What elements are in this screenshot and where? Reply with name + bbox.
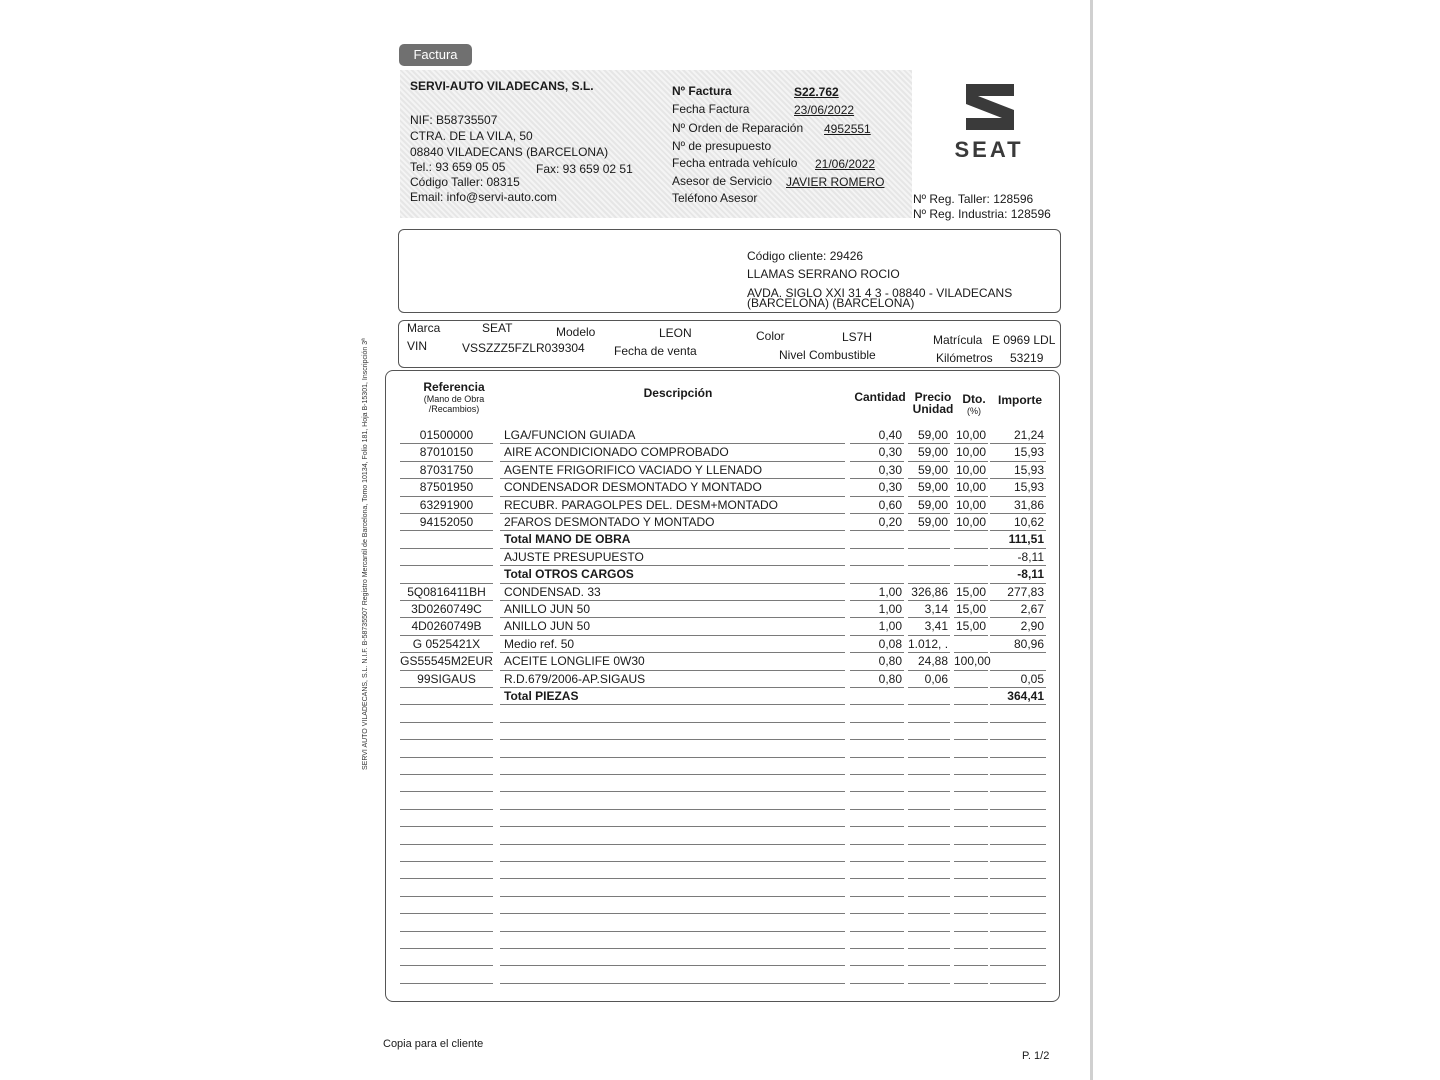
item-unit-price: 59,00 (908, 514, 950, 531)
item-discount (954, 758, 988, 775)
footer-page-number: P. 1/2 (1022, 1050, 1050, 1062)
item-reference (400, 897, 493, 914)
item-description (500, 758, 845, 775)
item-discount (954, 827, 988, 844)
header-description: Descripción (643, 386, 713, 400)
header-unit-price: Precio Unidad (912, 390, 954, 416)
item-unit-price (908, 531, 950, 548)
item-discount (954, 775, 988, 792)
item-unit-price (908, 914, 950, 931)
item-amount: 277,83 (990, 584, 1046, 601)
item-discount (954, 914, 988, 931)
item-amount (990, 653, 1046, 670)
item-quantity: 0,40 (850, 427, 904, 444)
item-description: ANILLO JUN 50 (500, 618, 845, 635)
item-description: RECUBR. PARAGOLPES DEL. DESM+MONTADO (500, 497, 845, 514)
invoice-meta-label: Nº Orden de Reparación (672, 121, 804, 135)
company-email: Email: info@servi-auto.com (410, 190, 557, 204)
item-discount: 10,00 (954, 497, 988, 514)
item-description: Total MANO DE OBRA (500, 531, 845, 548)
item-unit-price: 24,88 (908, 653, 950, 670)
table-row (398, 531, 1048, 548)
item-amount (990, 723, 1046, 740)
table-row (398, 862, 1048, 879)
table-row (398, 549, 1048, 566)
item-reference: 94152050 (400, 514, 493, 531)
table-row (398, 810, 1048, 827)
item-quantity: 0,30 (850, 479, 904, 496)
item-unit-price: 59,00 (908, 479, 950, 496)
client-address-2: (BARCELONA) (BARCELONA) (747, 296, 915, 310)
item-amount: 111,51 (990, 531, 1046, 548)
item-unit-price: 59,00 (908, 444, 950, 461)
item-description: Medio ref. 50 (500, 636, 845, 653)
document-type-tag: Factura (399, 44, 472, 66)
company-fax: Fax: 93 659 02 51 (536, 162, 633, 176)
item-unit-price (908, 723, 950, 740)
item-discount: 10,00 (954, 514, 988, 531)
item-unit-price (908, 566, 950, 583)
item-amount: 2,90 (990, 618, 1046, 635)
vin-label: VIN (407, 339, 428, 353)
table-row (398, 914, 1048, 931)
item-unit-price: 59,00 (908, 462, 950, 479)
item-reference (400, 723, 493, 740)
item-reference: 99SIGAUS (400, 671, 493, 688)
table-row (398, 758, 1048, 775)
item-unit-price: 59,00 (908, 497, 950, 514)
item-amount (990, 879, 1046, 896)
item-description (500, 705, 845, 722)
item-unit-price (908, 792, 950, 809)
item-discount (954, 932, 988, 949)
table-row (398, 514, 1048, 531)
item-unit-price (908, 966, 950, 983)
item-description: AIRE ACONDICIONADO COMPROBADO (500, 444, 845, 461)
item-unit-price (908, 897, 950, 914)
company-name: SERVI-AUTO VILADECANS, S.L. (410, 79, 594, 93)
item-unit-price (908, 862, 950, 879)
item-quantity: 0,08 (850, 636, 904, 653)
invoice-meta-label: Nº de presupuesto (672, 139, 772, 153)
item-description (500, 897, 845, 914)
item-quantity (850, 862, 904, 879)
item-quantity (850, 966, 904, 983)
item-unit-price (908, 705, 950, 722)
item-quantity (850, 705, 904, 722)
seat-logo-icon (940, 82, 1038, 162)
vin-value: VSSZZZ5FZLR039304 (462, 341, 585, 355)
item-amount (990, 775, 1046, 792)
item-amount (990, 914, 1046, 931)
item-description: LGA/FUNCION GUIADA (500, 427, 845, 444)
item-discount (954, 845, 988, 862)
table-row (398, 601, 1048, 618)
item-discount (954, 740, 988, 757)
item-description (500, 862, 845, 879)
item-description: CONDENSADOR DESMONTADO Y MONTADO (500, 479, 845, 496)
item-discount: 15,00 (954, 618, 988, 635)
item-description: R.D.679/2006-AP.SIGAUS (500, 671, 845, 688)
item-description: CONDENSAD. 33 (500, 584, 845, 601)
item-quantity (850, 879, 904, 896)
item-amount: 364,41 (990, 688, 1046, 705)
item-discount (954, 705, 988, 722)
item-quantity: 0,30 (850, 444, 904, 461)
item-reference (400, 827, 493, 844)
item-discount (954, 862, 988, 879)
item-amount (990, 966, 1046, 983)
item-unit-price (908, 845, 950, 862)
item-discount (954, 879, 988, 896)
item-quantity (850, 914, 904, 931)
item-quantity (850, 531, 904, 548)
item-discount: 100,00 (954, 653, 988, 670)
table-row (398, 618, 1048, 635)
footer-copy-label: Copia para el cliente (383, 1038, 484, 1050)
item-unit-price (908, 827, 950, 844)
header-discount: Dto. (%) (962, 392, 986, 416)
table-row (398, 845, 1048, 862)
item-quantity (850, 949, 904, 966)
item-reference (400, 879, 493, 896)
item-quantity (850, 810, 904, 827)
item-discount (954, 636, 988, 653)
item-amount (990, 932, 1046, 949)
item-amount (990, 862, 1046, 879)
item-unit-price: 1.012, . (908, 636, 950, 653)
item-reference: 3D0260749C (400, 601, 493, 618)
invoice-meta-label: Asesor de Servicio (672, 174, 773, 188)
item-discount (954, 949, 988, 966)
item-amount: -8,11 (990, 549, 1046, 566)
header-reference: Referencia (Mano de Obra /Recambios) (423, 380, 485, 414)
registry-side-text: SERVI AUTO VILADECANS, S.L. N.I.F. B-58735507 Registro Mercantil de Barcelona, Tomo 10134, Folio 181, Hoja B-15301, Inscripción 3ª (362, 338, 369, 770)
item-unit-price: 3,14 (908, 601, 950, 618)
item-discount: 15,00 (954, 601, 988, 618)
matricula-label: Matrícula (933, 333, 983, 347)
item-amount (990, 792, 1046, 809)
item-reference (400, 758, 493, 775)
table-row (398, 671, 1048, 688)
table-row (398, 653, 1048, 670)
item-unit-price (908, 775, 950, 792)
item-discount: 10,00 (954, 427, 988, 444)
item-amount (990, 740, 1046, 757)
item-discount (954, 671, 988, 688)
item-amount: 80,96 (990, 636, 1046, 653)
table-row (398, 966, 1048, 983)
item-quantity: 0,80 (850, 671, 904, 688)
item-description (500, 879, 845, 896)
modelo-value: LEON (659, 326, 692, 340)
item-quantity: 1,00 (850, 601, 904, 618)
item-amount: 15,93 (990, 462, 1046, 479)
table-row (398, 827, 1048, 844)
item-description: AJUSTE PRESUPUESTO (500, 549, 845, 566)
item-reference: G 0525421X (400, 636, 493, 653)
reg-taller: Nº Reg. Taller: 128596 (913, 192, 1034, 206)
fecha-venta-label: Fecha de venta (614, 344, 697, 358)
item-quantity (850, 723, 904, 740)
table-row (398, 897, 1048, 914)
item-unit-price (908, 879, 950, 896)
table-row (398, 479, 1048, 496)
client-box (398, 229, 1061, 313)
item-quantity (850, 897, 904, 914)
invoice-meta-value: 21/06/2022 (815, 157, 876, 171)
item-amount: 31,86 (990, 497, 1046, 514)
item-description: AGENTE FRIGORIFICO VACIADO Y LLENADO (500, 462, 845, 479)
item-reference (400, 566, 493, 583)
item-quantity: 0,20 (850, 514, 904, 531)
table-row (398, 775, 1048, 792)
item-discount (954, 531, 988, 548)
item-reference (400, 531, 493, 548)
item-description: Total OTROS CARGOS (500, 566, 845, 583)
invoice-meta-value: JAVIER ROMERO (786, 175, 885, 189)
company-tel: Tel.: 93 659 05 05 (410, 160, 506, 174)
item-amount (990, 845, 1046, 862)
table-row (398, 723, 1048, 740)
item-quantity: 1,00 (850, 584, 904, 601)
item-reference (400, 845, 493, 862)
table-row (398, 497, 1048, 514)
item-reference: 4D0260749B (400, 618, 493, 635)
client-address-1: AVDA. SIGLO XXI 31 4 3 - 08840 - VILADECANS (747, 286, 1013, 300)
item-unit-price: 59,00 (908, 427, 950, 444)
item-discount (954, 792, 988, 809)
item-reference (400, 966, 493, 983)
item-description (500, 932, 845, 949)
marca-label: Marca (407, 321, 441, 335)
item-reference (400, 914, 493, 931)
item-amount (990, 897, 1046, 914)
invoice-meta-label: Teléfono Asesor (672, 191, 758, 205)
table-row (398, 566, 1048, 583)
invoice-meta-value: 4952551 (824, 122, 871, 136)
item-amount: 10,62 (990, 514, 1046, 531)
item-description (500, 914, 845, 931)
item-reference: 87010150 (400, 444, 493, 461)
item-discount (954, 723, 988, 740)
item-discount (954, 897, 988, 914)
table-row (398, 444, 1048, 461)
table-row (398, 688, 1048, 705)
item-reference (400, 932, 493, 949)
item-quantity (850, 740, 904, 757)
item-quantity (850, 932, 904, 949)
item-description (500, 740, 845, 757)
item-reference: 87501950 (400, 479, 493, 496)
item-unit-price (908, 549, 950, 566)
item-discount (954, 810, 988, 827)
company-taller-code: Código Taller: 08315 (410, 175, 520, 189)
item-unit-price (908, 758, 950, 775)
item-reference (400, 688, 493, 705)
item-description (500, 827, 845, 844)
svg-text:SEAT: SEAT (954, 137, 1024, 162)
item-reference (400, 792, 493, 809)
item-quantity (850, 688, 904, 705)
item-quantity: 0,30 (850, 462, 904, 479)
company-address-2: 08840 VILADECANS (BARCELONA) (410, 145, 609, 159)
km-label: Kilómetros (936, 351, 993, 365)
item-amount (990, 827, 1046, 844)
item-unit-price: 326,86 (908, 584, 950, 601)
table-row (398, 427, 1048, 444)
item-reference: 87031750 (400, 462, 493, 479)
item-unit-price: 3,41 (908, 618, 950, 635)
table-row (398, 462, 1048, 479)
item-discount (954, 566, 988, 583)
modelo-label: Modelo (556, 325, 596, 339)
item-discount (954, 549, 988, 566)
item-amount: 15,93 (990, 444, 1046, 461)
item-reference: GS55545M2EUR (400, 653, 493, 670)
item-unit-price: 0,06 (908, 671, 950, 688)
item-description (500, 966, 845, 983)
item-quantity: 0,80 (850, 653, 904, 670)
invoice-meta-label: Nº Factura (672, 84, 732, 98)
table-row (398, 949, 1048, 966)
item-description (500, 775, 845, 792)
item-amount (990, 810, 1046, 827)
combustible-label: Nivel Combustible (779, 348, 876, 362)
item-unit-price (908, 932, 950, 949)
item-quantity (850, 845, 904, 862)
client-code: Código cliente: 29426 (747, 249, 864, 263)
item-description (500, 845, 845, 862)
item-quantity (850, 566, 904, 583)
invoice-meta-label: Fecha entrada vehículo (672, 156, 798, 170)
table-row (398, 740, 1048, 757)
header-amount: Importe (997, 393, 1042, 407)
table-row (398, 932, 1048, 949)
table-row (398, 705, 1048, 722)
item-quantity (850, 827, 904, 844)
item-amount (990, 705, 1046, 722)
item-unit-price (908, 740, 950, 757)
item-description (500, 949, 845, 966)
item-quantity: 0,60 (850, 497, 904, 514)
client-name: LLAMAS SERRANO ROCIO (747, 267, 900, 281)
color-value: LS7H (842, 330, 873, 344)
item-discount (954, 688, 988, 705)
item-reference (400, 810, 493, 827)
seat-logo (940, 82, 1038, 162)
item-description: ANILLO JUN 50 (500, 601, 845, 618)
item-reference (400, 862, 493, 879)
item-reference: 63291900 (400, 497, 493, 514)
item-reference: 01500000 (400, 427, 493, 444)
item-unit-price (908, 688, 950, 705)
table-row (398, 636, 1048, 653)
item-reference (400, 740, 493, 757)
item-amount: 2,67 (990, 601, 1046, 618)
table-row (398, 584, 1048, 601)
page-edge (1090, 0, 1093, 1080)
invoice-meta-value: 23/06/2022 (794, 103, 855, 117)
item-amount: -8,11 (990, 566, 1046, 583)
invoice-meta-value: S22.762 (794, 85, 839, 99)
item-discount: 10,00 (954, 444, 988, 461)
item-quantity (850, 549, 904, 566)
header-quantity: Cantidad (854, 390, 906, 404)
item-quantity (850, 758, 904, 775)
matricula-value: E 0969 LDL (992, 333, 1056, 347)
item-reference (400, 549, 493, 566)
table-row (398, 879, 1048, 896)
color-label: Color (756, 329, 785, 343)
item-description: Total PIEZAS (500, 688, 845, 705)
marca-value: SEAT (482, 321, 513, 335)
item-quantity (850, 792, 904, 809)
item-discount (954, 966, 988, 983)
item-description (500, 792, 845, 809)
item-reference: 5Q0816411BH (400, 584, 493, 601)
km-value: 53219 (1010, 351, 1044, 365)
item-quantity (850, 775, 904, 792)
item-description: ACEITE LONGLIFE 0W30 (500, 653, 845, 670)
item-unit-price (908, 949, 950, 966)
item-reference (400, 949, 493, 966)
item-description (500, 810, 845, 827)
item-amount: 0,05 (990, 671, 1046, 688)
company-address-1: CTRA. DE LA VILA, 50 (410, 129, 533, 143)
item-quantity: 1,00 (850, 618, 904, 635)
company-nif: NIF: B58735507 (410, 113, 498, 127)
item-description (500, 723, 845, 740)
item-description: 2FAROS DESMONTADO Y MONTADO (500, 514, 845, 531)
invoice-meta-label: Fecha Factura (672, 102, 750, 116)
item-amount (990, 758, 1046, 775)
item-discount: 10,00 (954, 462, 988, 479)
item-discount: 15,00 (954, 584, 988, 601)
item-discount: 10,00 (954, 479, 988, 496)
item-amount: 15,93 (990, 479, 1046, 496)
item-reference (400, 775, 493, 792)
table-row (398, 792, 1048, 809)
item-unit-price (908, 810, 950, 827)
item-reference (400, 705, 493, 722)
item-amount: 21,24 (990, 427, 1046, 444)
reg-industria: Nº Reg. Industria: 128596 (913, 207, 1051, 221)
item-amount (990, 949, 1046, 966)
